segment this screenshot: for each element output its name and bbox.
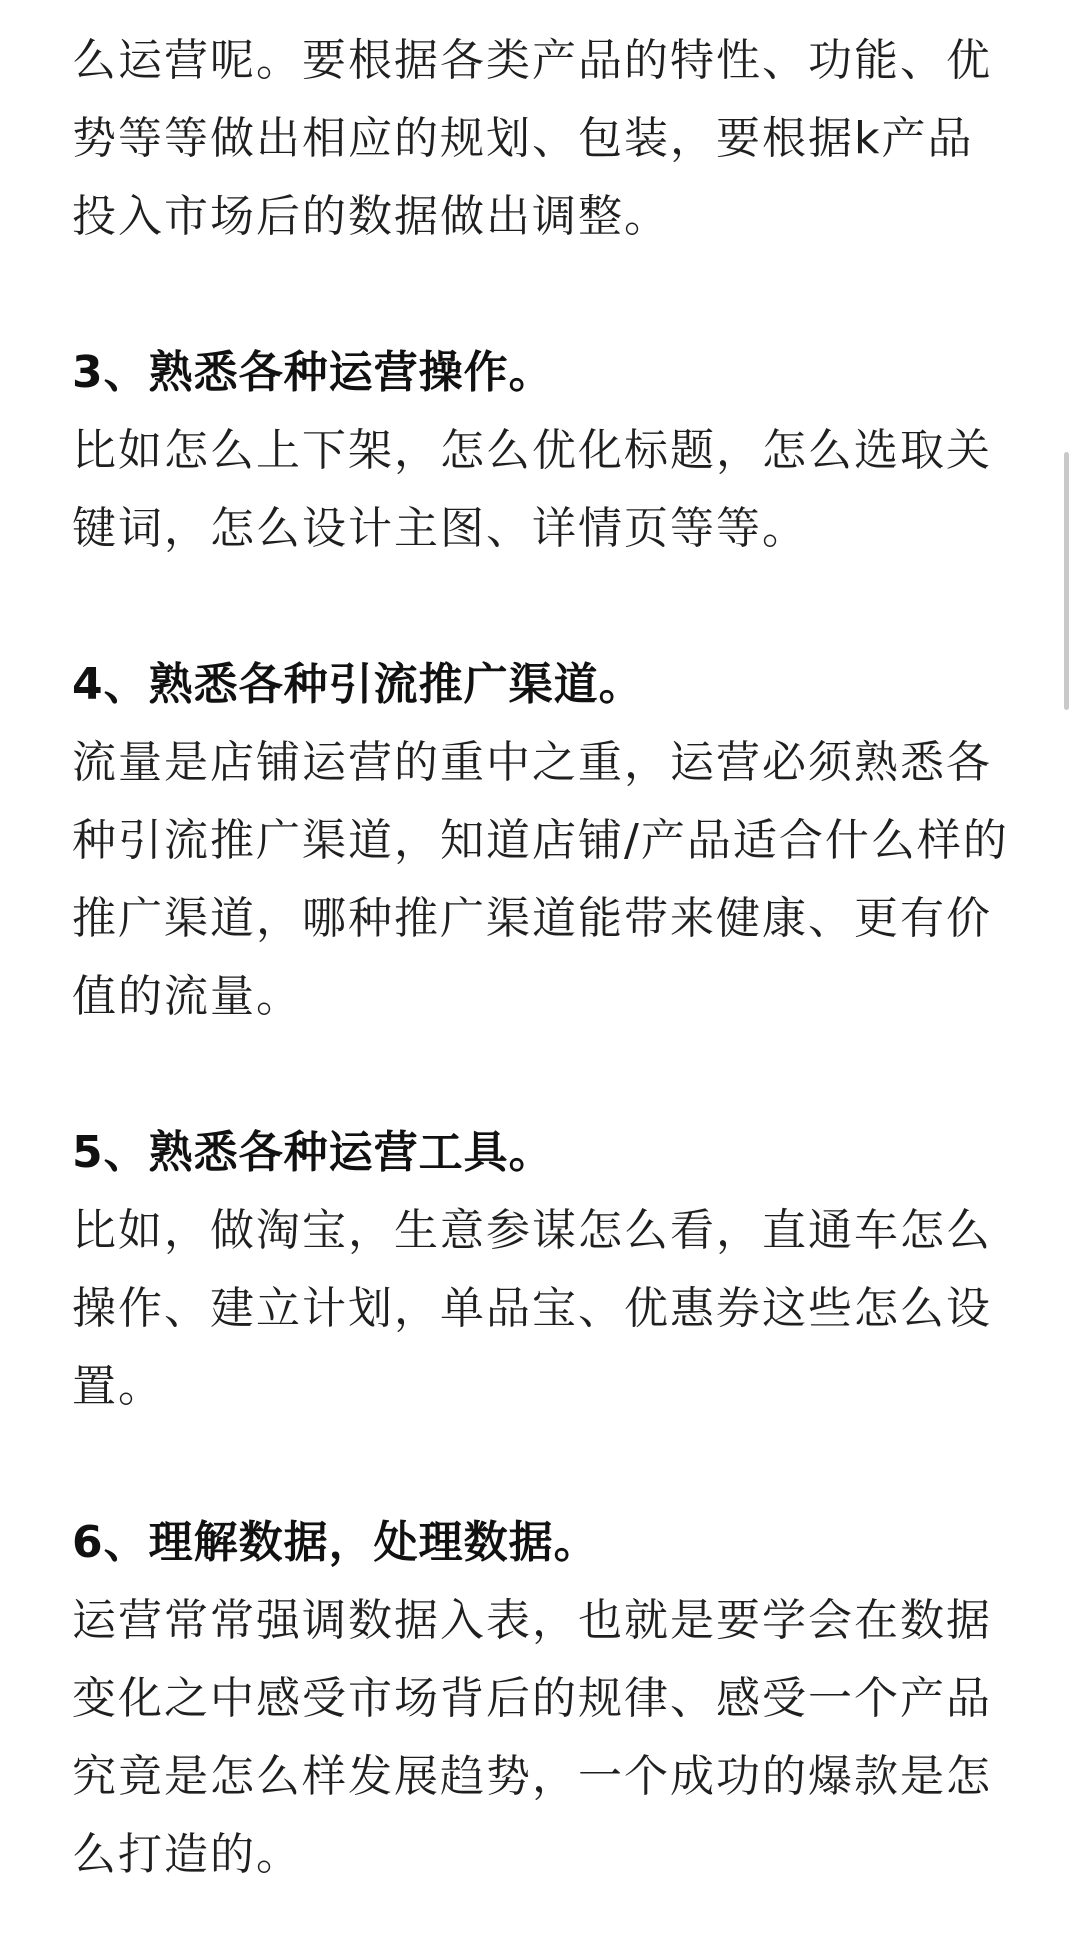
section-body: 比如怎么上下架，怎么优化标题，怎么选取关键词，怎么设计主图、详情页等等。 <box>72 425 992 554</box>
section-4 <box>72 646 1012 1036</box>
section-body: 流量是店铺运营的重中之重，运营必须熟悉各种引流推广渠道，知道店铺/产品适合什么样的推广渠道，哪种推广渠道能带来健康、更有价值的流量。 <box>72 737 1009 1022</box>
section-heading: 6、理解数据，处理数据。 <box>72 1517 599 1568</box>
scrollbar-thumb[interactable] <box>1064 452 1069 710</box>
section-5 <box>72 1114 1012 1426</box>
section-heading: 3、熟悉各种运营操作。 <box>72 347 554 398</box>
article-content <box>72 22 1012 1894</box>
section-3 <box>72 334 1012 568</box>
section-6 <box>72 1504 1012 1894</box>
section-heading: 5、熟悉各种运营工具。 <box>72 1127 554 1178</box>
section-heading: 4、熟悉各种引流推广渠道。 <box>72 659 644 710</box>
section-body: 运营常常强调数据入表，也就是要学会在数据变化之中感受市场背后的规律、感受一个产品究竟是怎么样发展趋势，一个成功的爆款是怎么打造的。 <box>72 1595 992 1880</box>
section-body: 比如，做淘宝，生意参谋怎么看，直通车怎么操作、建立计划，单品宝、优惠券这些怎么设置。 <box>72 1205 992 1412</box>
intro-paragraph: 么运营呢。要根据各类产品的特性、功能、优势等等做出相应的规划、包装，要根据k产品投入市场后的数据做出调整。 <box>72 35 992 242</box>
